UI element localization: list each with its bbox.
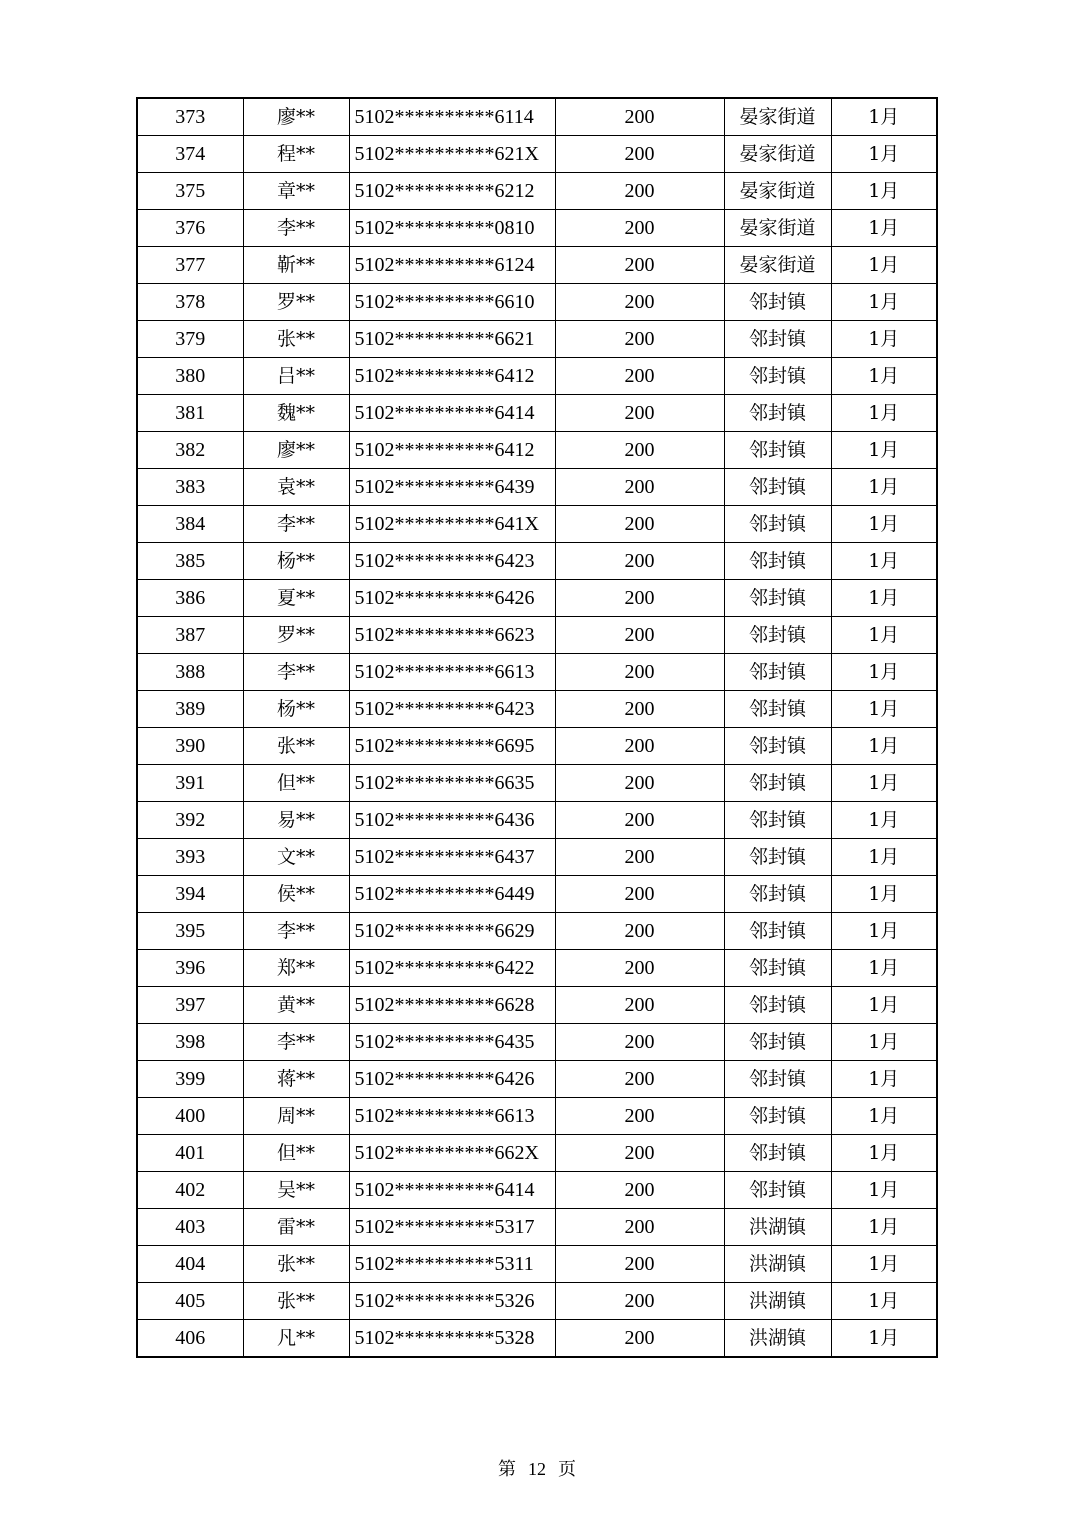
cell-amount: 200 [555,1320,724,1358]
cell-area: 邻封镇 [724,432,831,469]
cell-area: 邻封镇 [724,506,831,543]
cell-name: 靳** [243,247,349,284]
cell-month: 1月 [831,1172,937,1209]
cell-month: 1月 [831,802,937,839]
page-footer-suffix: 页 [558,1459,576,1479]
table-row [137,839,937,876]
cell-area: 邻封镇 [724,728,831,765]
cell-name: 凡** [243,1320,349,1358]
cell-month: 1月 [831,1098,937,1135]
cell-name: 李** [243,210,349,247]
cell-id-number: 5102**********5326 [349,1283,555,1320]
cell-name: 李** [243,913,349,950]
cell-number: 394 [137,876,243,913]
table-row [137,950,937,987]
cell-month: 1月 [831,432,937,469]
cell-month: 1月 [831,839,937,876]
cell-id-number: 5102**********6695 [349,728,555,765]
cell-month: 1月 [831,543,937,580]
cell-month: 1月 [831,395,937,432]
cell-id-number: 5102**********6635 [349,765,555,802]
cell-number: 395 [137,913,243,950]
cell-id-number: 5102**********6422 [349,950,555,987]
cell-amount: 200 [555,1283,724,1320]
cell-month: 1月 [831,321,937,358]
cell-number: 376 [137,210,243,247]
cell-number: 396 [137,950,243,987]
table-row [137,1209,937,1246]
cell-month: 1月 [831,1209,937,1246]
table-row [137,1135,937,1172]
cell-amount: 200 [555,469,724,506]
cell-area: 邻封镇 [724,1024,831,1061]
table-row [137,1061,937,1098]
cell-month: 1月 [831,1061,937,1098]
table-row [137,1098,937,1135]
cell-id-number: 5102**********621X [349,136,555,173]
cell-number: 388 [137,654,243,691]
cell-id-number: 5102**********0810 [349,210,555,247]
cell-id-number: 5102**********6437 [349,839,555,876]
cell-month: 1月 [831,654,937,691]
cell-amount: 200 [555,284,724,321]
cell-month: 1月 [831,617,937,654]
cell-area: 邻封镇 [724,395,831,432]
cell-name: 李** [243,506,349,543]
table-row [137,98,937,136]
cell-month: 1月 [831,136,937,173]
cell-month: 1月 [831,580,937,617]
cell-amount: 200 [555,506,724,543]
cell-area: 晏家街道 [724,210,831,247]
cell-month: 1月 [831,98,937,136]
table-row [137,395,937,432]
cell-id-number: 5102**********662X [349,1135,555,1172]
cell-number: 401 [137,1135,243,1172]
cell-id-number: 5102**********6610 [349,284,555,321]
cell-id-number: 5102**********6629 [349,913,555,950]
cell-area: 邻封镇 [724,617,831,654]
cell-name: 章** [243,173,349,210]
cell-id-number: 5102**********6114 [349,98,555,136]
cell-month: 1月 [831,1246,937,1283]
cell-area: 邻封镇 [724,913,831,950]
cell-number: 405 [137,1283,243,1320]
cell-area: 邻封镇 [724,691,831,728]
cell-area: 晏家街道 [724,173,831,210]
cell-id-number: 5102**********6124 [349,247,555,284]
cell-number: 400 [137,1098,243,1135]
cell-number: 386 [137,580,243,617]
cell-amount: 200 [555,247,724,284]
table-row [137,691,937,728]
cell-name: 袁** [243,469,349,506]
cell-number: 374 [137,136,243,173]
cell-amount: 200 [555,395,724,432]
cell-amount: 200 [555,432,724,469]
cell-amount: 200 [555,98,724,136]
cell-name: 罗** [243,284,349,321]
cell-name: 程** [243,136,349,173]
cell-id-number: 5102**********641X [349,506,555,543]
cell-amount: 200 [555,1098,724,1135]
table-row [137,210,937,247]
table-row [137,173,937,210]
cell-number: 377 [137,247,243,284]
cell-id-number: 5102**********6621 [349,321,555,358]
cell-amount: 200 [555,1209,724,1246]
cell-number: 398 [137,1024,243,1061]
cell-number: 381 [137,395,243,432]
table-row [137,506,937,543]
cell-number: 375 [137,173,243,210]
cell-id-number: 5102**********6212 [349,173,555,210]
cell-id-number: 5102**********5328 [349,1320,555,1358]
table-row [137,432,937,469]
cell-amount: 200 [555,1246,724,1283]
page-number: 12 [528,1459,546,1479]
cell-name: 吕** [243,358,349,395]
cell-number: 379 [137,321,243,358]
table-row [137,987,937,1024]
cell-number: 402 [137,1172,243,1209]
cell-name: 郑** [243,950,349,987]
cell-id-number: 5102**********6426 [349,580,555,617]
cell-area: 邻封镇 [724,839,831,876]
cell-month: 1月 [831,284,937,321]
cell-number: 378 [137,284,243,321]
cell-id-number: 5102**********6613 [349,654,555,691]
roster-table [136,97,938,1358]
cell-area: 邻封镇 [724,654,831,691]
cell-area: 邻封镇 [724,876,831,913]
cell-name: 李** [243,1024,349,1061]
cell-name: 廖** [243,98,349,136]
cell-id-number: 5102**********6435 [349,1024,555,1061]
cell-name: 李** [243,654,349,691]
cell-number: 404 [137,1246,243,1283]
roster-table-container [136,97,938,1358]
cell-id-number: 5102**********5317 [349,1209,555,1246]
cell-month: 1月 [831,950,937,987]
cell-amount: 200 [555,1061,724,1098]
table-row [137,617,937,654]
table-row [137,469,937,506]
cell-month: 1月 [831,765,937,802]
table-row [137,765,937,802]
cell-number: 385 [137,543,243,580]
cell-amount: 200 [555,691,724,728]
cell-number: 391 [137,765,243,802]
cell-amount: 200 [555,654,724,691]
cell-name: 蒋** [243,1061,349,1098]
cell-area: 邻封镇 [724,1172,831,1209]
cell-number: 403 [137,1209,243,1246]
cell-month: 1月 [831,913,937,950]
cell-amount: 200 [555,543,724,580]
cell-id-number: 5102**********6414 [349,395,555,432]
cell-id-number: 5102**********6449 [349,876,555,913]
cell-month: 1月 [831,728,937,765]
cell-number: 384 [137,506,243,543]
cell-amount: 200 [555,136,724,173]
cell-id-number: 5102**********6423 [349,691,555,728]
table-row [137,136,937,173]
roster-table-body [137,98,937,1357]
cell-amount: 200 [555,1172,724,1209]
cell-number: 393 [137,839,243,876]
table-row [137,284,937,321]
cell-name: 黄** [243,987,349,1024]
table-row [137,1283,937,1320]
cell-area: 邻封镇 [724,543,831,580]
cell-area: 邻封镇 [724,987,831,1024]
cell-amount: 200 [555,358,724,395]
cell-name: 侯** [243,876,349,913]
cell-month: 1月 [831,987,937,1024]
cell-amount: 200 [555,802,724,839]
cell-month: 1月 [831,173,937,210]
cell-name: 张** [243,1283,349,1320]
cell-name: 易** [243,802,349,839]
cell-month: 1月 [831,691,937,728]
cell-area: 邻封镇 [724,765,831,802]
cell-amount: 200 [555,1135,724,1172]
cell-area: 晏家街道 [724,98,831,136]
cell-amount: 200 [555,173,724,210]
cell-number: 380 [137,358,243,395]
cell-id-number: 5102**********6423 [349,543,555,580]
cell-area: 洪湖镇 [724,1283,831,1320]
cell-month: 1月 [831,1320,937,1358]
cell-id-number: 5102**********6613 [349,1098,555,1135]
cell-number: 390 [137,728,243,765]
cell-number: 383 [137,469,243,506]
cell-name: 周** [243,1098,349,1135]
cell-name: 文** [243,839,349,876]
cell-amount: 200 [555,950,724,987]
cell-month: 1月 [831,1135,937,1172]
cell-area: 邻封镇 [724,1098,831,1135]
cell-area: 洪湖镇 [724,1320,831,1358]
cell-amount: 200 [555,321,724,358]
table-row [137,1320,937,1358]
table-row [137,654,937,691]
table-row [137,1246,937,1283]
cell-amount: 200 [555,913,724,950]
cell-number: 382 [137,432,243,469]
table-row [137,1172,937,1209]
cell-amount: 200 [555,210,724,247]
cell-id-number: 5102**********6412 [349,432,555,469]
cell-number: 373 [137,98,243,136]
cell-area: 晏家街道 [724,247,831,284]
cell-amount: 200 [555,876,724,913]
cell-amount: 200 [555,987,724,1024]
cell-id-number: 5102**********6414 [349,1172,555,1209]
cell-area: 晏家街道 [724,136,831,173]
cell-id-number: 5102**********6412 [349,358,555,395]
table-row [137,247,937,284]
cell-name: 魏** [243,395,349,432]
cell-amount: 200 [555,728,724,765]
table-row [137,580,937,617]
cell-area: 邻封镇 [724,580,831,617]
cell-name: 张** [243,321,349,358]
table-row [137,543,937,580]
cell-name: 吴** [243,1172,349,1209]
cell-name: 罗** [243,617,349,654]
cell-area: 洪湖镇 [724,1209,831,1246]
cell-name: 雷** [243,1209,349,1246]
cell-name: 廖** [243,432,349,469]
table-row [137,802,937,839]
cell-number: 397 [137,987,243,1024]
cell-month: 1月 [831,247,937,284]
cell-id-number: 5102**********6439 [349,469,555,506]
cell-month: 1月 [831,1024,937,1061]
table-row [137,321,937,358]
table-row [137,358,937,395]
cell-month: 1月 [831,469,937,506]
cell-area: 邻封镇 [724,358,831,395]
cell-id-number: 5102**********6436 [349,802,555,839]
cell-amount: 200 [555,617,724,654]
cell-area: 邻封镇 [724,1135,831,1172]
cell-name: 杨** [243,691,349,728]
page-footer [0,1455,1074,1481]
cell-number: 399 [137,1061,243,1098]
cell-number: 406 [137,1320,243,1358]
cell-month: 1月 [831,506,937,543]
cell-area: 邻封镇 [724,950,831,987]
page-footer-prefix: 第 [498,1459,516,1479]
cell-month: 1月 [831,1283,937,1320]
cell-name: 但** [243,765,349,802]
cell-number: 387 [137,617,243,654]
cell-amount: 200 [555,839,724,876]
cell-id-number: 5102**********6623 [349,617,555,654]
cell-month: 1月 [831,876,937,913]
cell-name: 夏** [243,580,349,617]
table-row [137,728,937,765]
table-row [137,876,937,913]
table-row [137,1024,937,1061]
cell-name: 杨** [243,543,349,580]
cell-id-number: 5102**********5311 [349,1246,555,1283]
cell-area: 邻封镇 [724,802,831,839]
cell-area: 邻封镇 [724,321,831,358]
cell-amount: 200 [555,765,724,802]
cell-month: 1月 [831,358,937,395]
cell-number: 389 [137,691,243,728]
cell-number: 392 [137,802,243,839]
cell-area: 邻封镇 [724,1061,831,1098]
cell-name: 张** [243,728,349,765]
table-row [137,913,937,950]
cell-name: 但** [243,1135,349,1172]
cell-area: 洪湖镇 [724,1246,831,1283]
cell-amount: 200 [555,1024,724,1061]
cell-area: 邻封镇 [724,284,831,321]
cell-id-number: 5102**********6628 [349,987,555,1024]
cell-amount: 200 [555,580,724,617]
cell-id-number: 5102**********6426 [349,1061,555,1098]
cell-month: 1月 [831,210,937,247]
cell-area: 邻封镇 [724,469,831,506]
cell-name: 张** [243,1246,349,1283]
